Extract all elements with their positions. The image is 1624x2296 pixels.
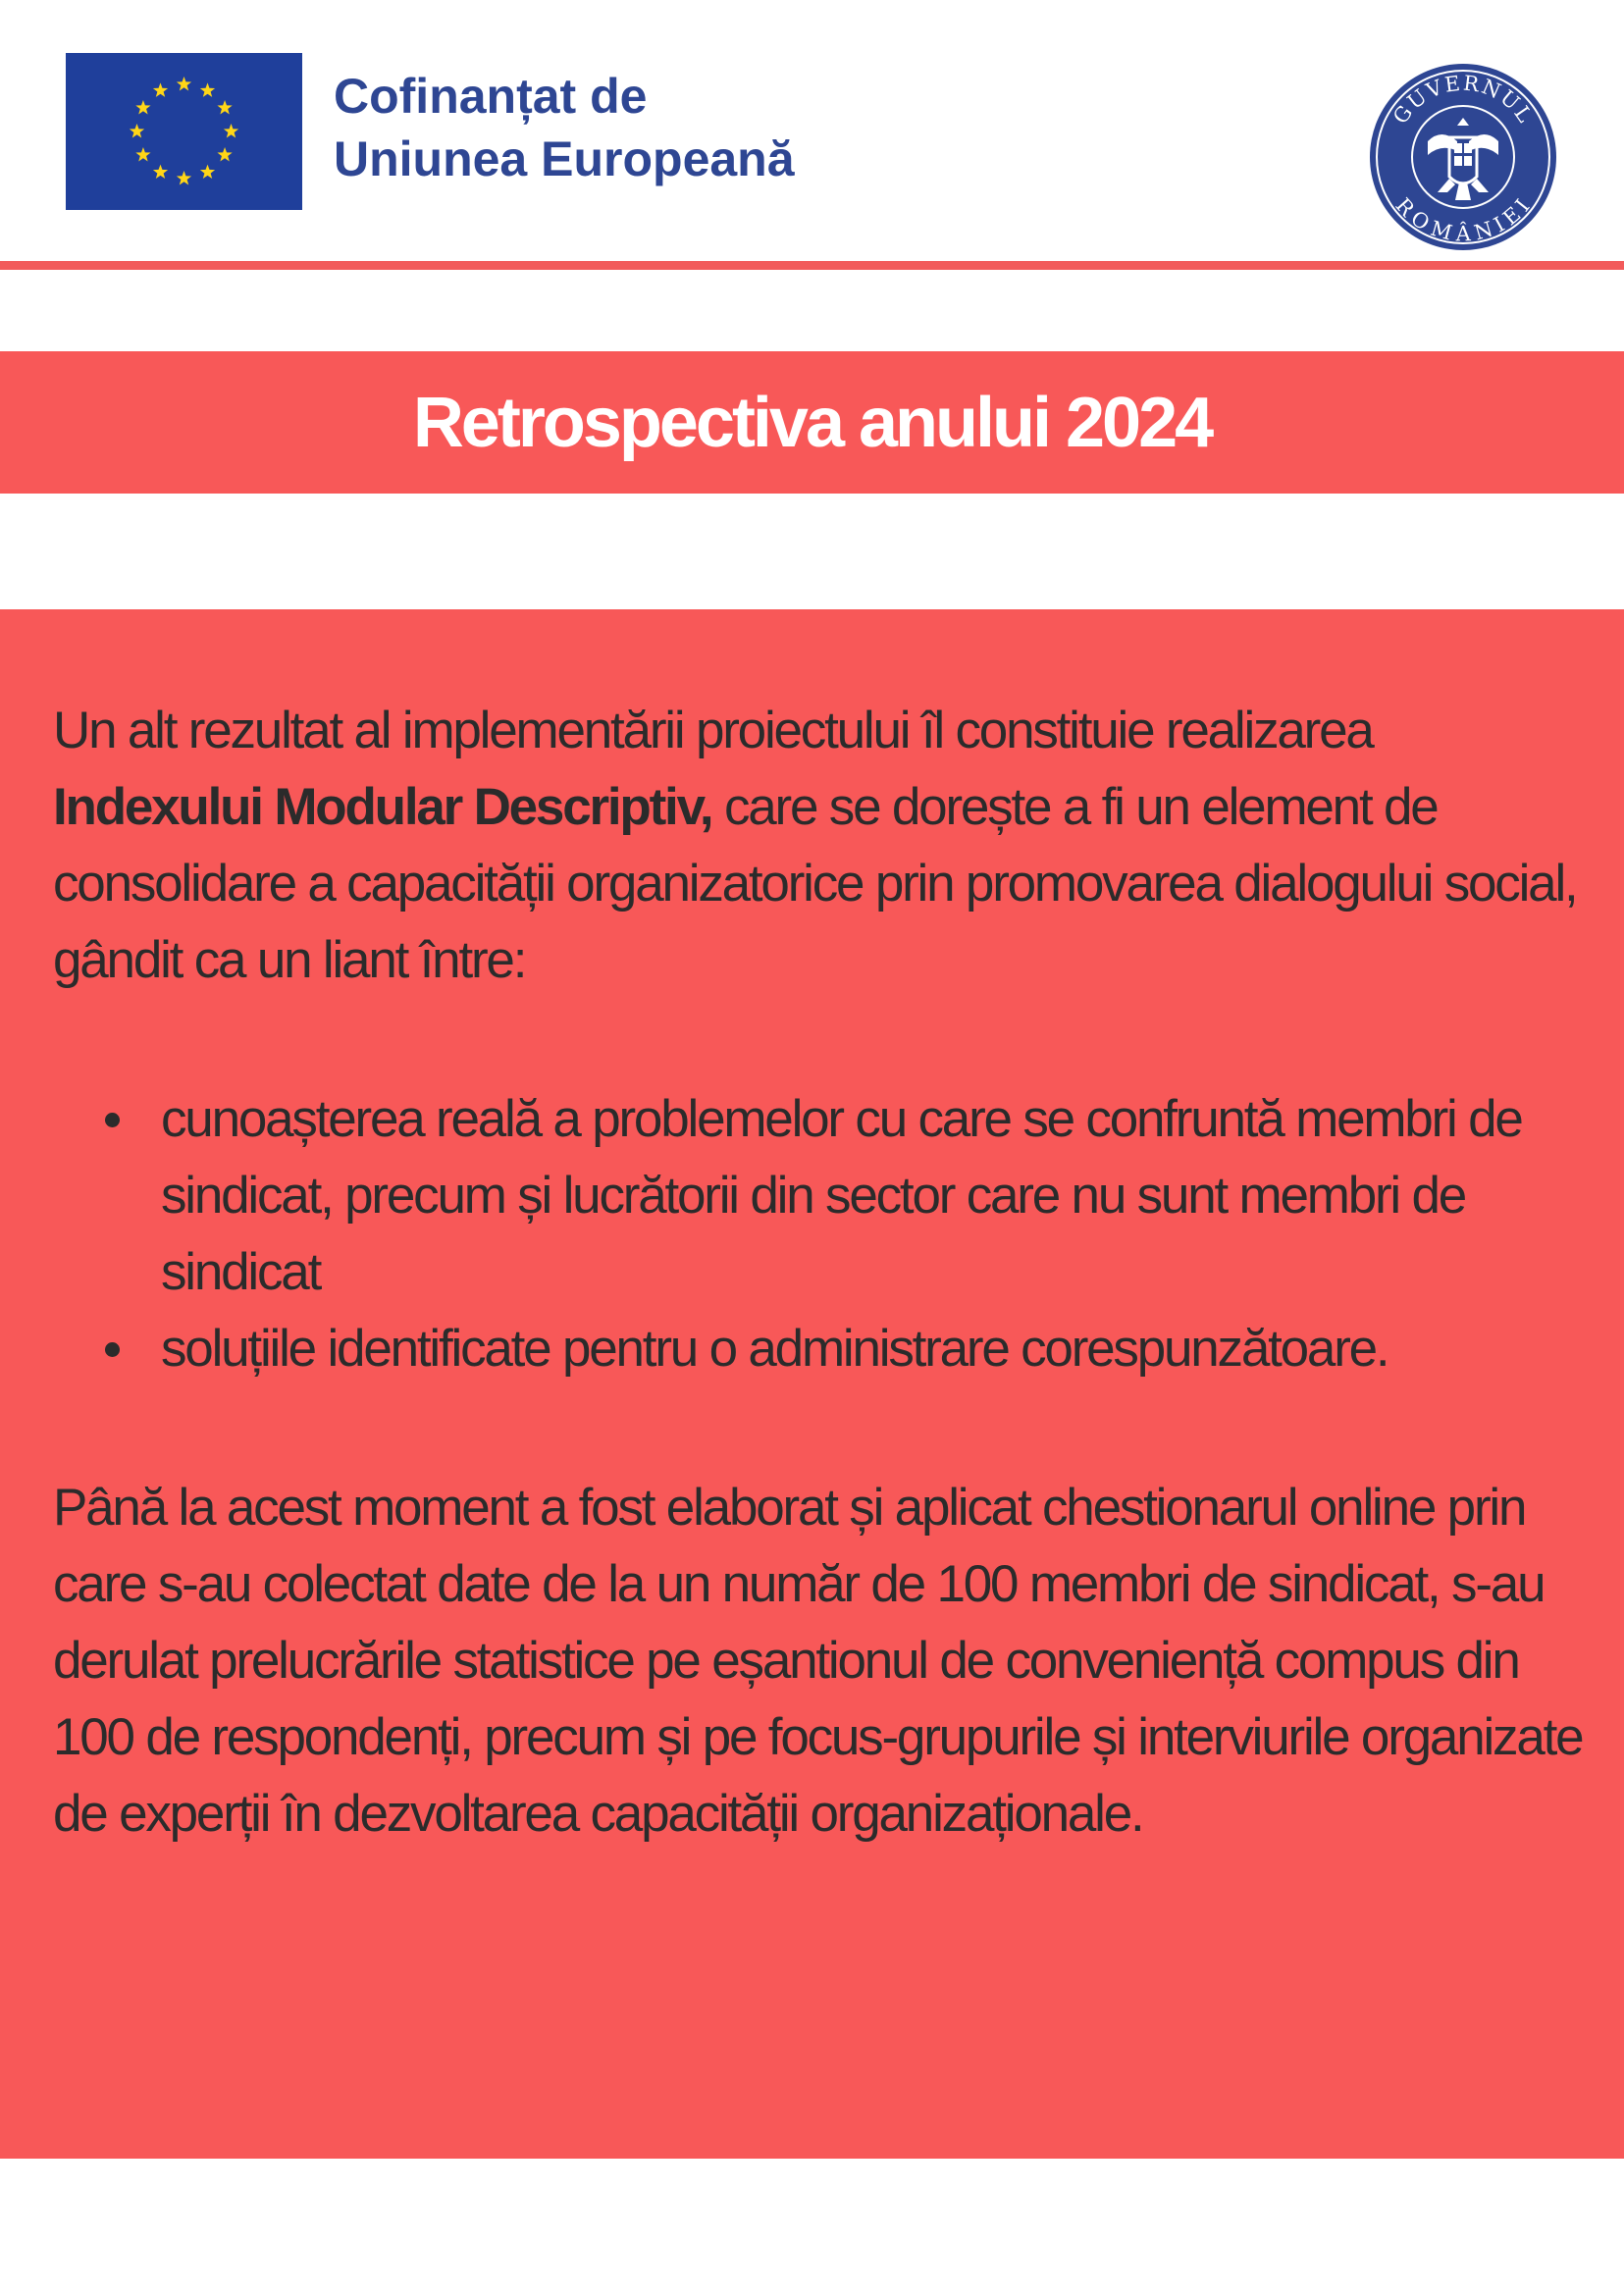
paragraph-status: Până la acest moment a fost elaborat și aplicat chestionarul online prin care s-au colectat date de la un număr de 100 membri de sindicat, s-au derulat prelucrările statistice pe eșantionul de conveniență compus din 100 de respondenți, precum și pe focus-grupurile și interviurile organizate de experții în dezvoltarea capacității organizaționale. [53, 1479, 1583, 1843]
title-banner [0, 351, 1624, 494]
page-header [0, 0, 1624, 265]
seal-text-top: GUVERNUL [1388, 71, 1539, 129]
header-divider [0, 261, 1624, 270]
romanian-government-seal-icon [1367, 61, 1559, 253]
eu-stars-icon [66, 53, 302, 210]
bullet-list [53, 1081, 1584, 1387]
eu-flag-logo [66, 53, 302, 210]
content-panel [0, 609, 1624, 2159]
list-item: cunoașterea reală a problemelor cu care se confruntă membri de sindicat, precum și lucrătorii din sector care nu sunt membri de sindicat [53, 1081, 1584, 1311]
intro-bold-term: Indexului Modular Descriptiv, [53, 778, 712, 836]
eu-text-line2: Uniunea Europeană [334, 131, 795, 186]
paragraph-intro [53, 693, 1584, 999]
government-seal-logo [1367, 61, 1559, 253]
page-title: Retrospectiva anului 2024 [412, 383, 1212, 462]
eu-cofinancing-text [334, 65, 795, 190]
seal-text-bottom: ROMÂNIEI [1390, 193, 1536, 246]
list-item: soluțiile identificate pentru o administrare corespunzătoare. [53, 1311, 1584, 1387]
eu-text-line1: Cofinanțat de [334, 69, 648, 124]
intro-text-after: care se dorește a fi un element de consolidare a capacității organizatorice prin promovarea dialogului social, gândit ca un liant între: [53, 778, 1577, 989]
content-text [53, 693, 1584, 1852]
intro-text-before: Un alt rezultat al implementării proiectului îl constituie realizarea [53, 702, 1373, 759]
